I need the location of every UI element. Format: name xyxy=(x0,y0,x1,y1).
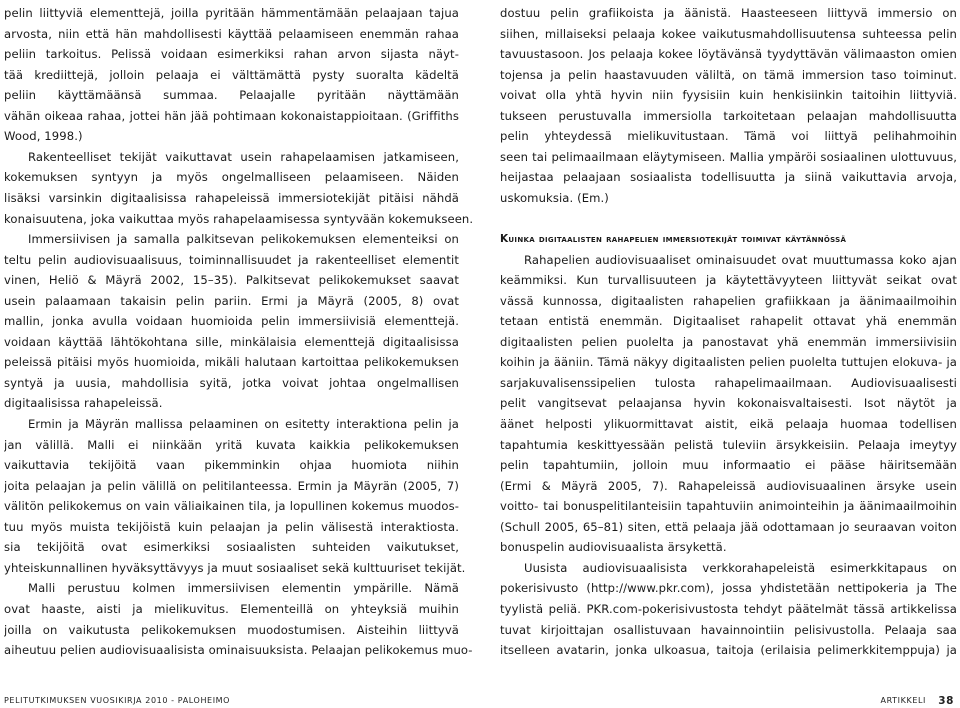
page-footer xyxy=(0,694,960,708)
text-line: äänet helposti ylikuormittavat aistit, eikä pelaaja huomaa todellisen xyxy=(500,417,957,431)
text-line: peleissä pitäisi myös huomioida, mikäli halutaan kartoittaa pelikokemuksen xyxy=(4,355,459,370)
text-line: pelin liittyviä elementtejä, joilla pyritään hämmentämään pelaajaan tajua xyxy=(4,6,459,20)
text-line: Uusista audiovisuaalisista verkkorahapeleistä esimerkkitapaus on xyxy=(524,560,957,575)
text-line: aiheutuu pelien audiovisuaalisista ominaisuuksista. Pelaajan pelikokemus muo- xyxy=(4,643,473,658)
text-line: syntyä ja uusia, mahdollisia syitä, jotka voivat johtaa ongelmallisen xyxy=(4,375,459,390)
text-line: vaikuttavia tekijöitä vaan pikemminkin ohjaa huomiota niihin xyxy=(4,458,459,473)
text-line: digitaalisissa rahapeleissä. xyxy=(4,396,163,411)
text-line: lisäksi varsinkin digitaalisissa rahapeleissä immersiotekijät pitäisi nähdä xyxy=(4,190,459,205)
text-line: keämmiksi. Kun turvallisuuteen ja käytettävyyteen liittyvät seikat ovat xyxy=(500,273,957,288)
text-line: usein palaamaan takaisin pelin pariin. Ermi ja Mäyrä (2005, 8) ovat xyxy=(4,293,459,308)
text-line: dostuu pelin grafiikoista ja äänistä. Haasteeseen liittyvä immersio on xyxy=(500,6,957,20)
text-line: välitön pelikokemus on vain väliaikainen tila, ja lopullinen kokemus muodos- xyxy=(4,499,459,514)
text-line: uskomuksia. (Em.) xyxy=(500,190,609,205)
footer-publication: PELITUTKIMUKSEN VUOSIKIRJA 2010 - PALOHEIMO xyxy=(4,696,231,705)
text-line: tukseen perustuvalla immersiolla tarkoitetaan pelaajan mahdollisuutta xyxy=(500,108,957,123)
text-line: tojensa ja pelin haastavuuden väliltä, on tämä immersion taso toiminut. xyxy=(500,67,957,82)
text-line: Rahapelien audiovisuaaliset ominaisuudet ovat muuttumassa koko ajan xyxy=(524,252,957,267)
text-line: bonuspelin audiovisuaalista ärsykettä. xyxy=(500,540,727,555)
text-line: itselleen avatarin, jonka ulkoasua, taitoja (erilaisia pelimerkkitemppuja) ja xyxy=(500,643,957,658)
text-line: tavuustasoon. Jos pelaaja kokee löytävänsä tyydyttävän välimaaston omien xyxy=(500,47,957,62)
text-line: tää krediittejä, jolloin pelaaja ei välttämättä pysty suoralta kädeltä xyxy=(4,67,459,82)
text-line: koihin ja ääniin. Tämä näkyy digitaalisten pelien puolelta tuttujen elokuva- ja xyxy=(500,355,957,370)
text-line: digitaalisten pelien puolelta ja panostavat yhä enemmän immersiivisiin xyxy=(500,334,957,349)
text-line: (Ermi & Mäyrä 2005, 7). Rahapeleissä audiovisuaalinen ärsyke usein xyxy=(500,478,957,493)
section-heading: Kuinka digitaalisten rahapelien immersiotekijät toimivat käytännössä xyxy=(500,233,847,246)
text-line: (Schull 2005, 65–81) siten, että pelaaja jää odottamaan jo seuraavan voiton xyxy=(500,519,957,534)
text-line: jan välillä. Malli ei niinkään yritä kuvata kaikkia pelikokemuksen xyxy=(4,437,459,452)
text-line: arvosta, niin että hän mahdollisesti käyttää pelaamiseen enemmän rahaa xyxy=(4,26,459,41)
page-number: 38 xyxy=(938,695,954,707)
text-line: joita pelaajan ja pelin välillä on pelitilanteessa. Ermin ja Mäyrän (2005, 7) xyxy=(4,478,459,493)
text-line: voidaan käyttää lähtökohtana sille, minkälaisia elementtejä digitaalisissa xyxy=(4,334,459,349)
text-line: tuu myös muista tekijöistä kuin pelaajan ja pelin välisestä interaktiosta. xyxy=(4,519,459,534)
text-line: Rakenteelliset tekijät vaikuttavat usein rahapelaamisen jatkamiseen, xyxy=(28,149,459,164)
text-line: teltu pelin audiovisuaalisuus, toiminnallisuudet ja rakenteelliset elementit xyxy=(4,252,459,267)
text-line: ovat haaste, aisti ja mielikuvitus. Elementeillä on yhteyksiä muihin xyxy=(4,601,459,616)
text-line: peliin tarkoitus. Pelissä voidaan esimerkiksi rahan arvon sijasta näyt- xyxy=(4,47,459,62)
text-line: vinen, Heliö & Mäyrä 2002, 15–35). Palkitsevat pelikokemukset saavat xyxy=(4,273,459,288)
text-line: sia tekijöitä ovat esimerkiksi sosiaalisten suhteiden vaikutukset, xyxy=(4,540,459,555)
text-line: Malli perustuu kolmen immersiivisen elementin ympärille. Nämä xyxy=(28,581,459,596)
text-line: peliin käyttämäänsä summaa. Pelaajalle pyritään näyttämään xyxy=(4,88,459,103)
text-line: seen tai pelimaailmaan eläytymiseen. Mallia ympäröi sosiaalinen ulottuvuus, xyxy=(500,149,957,164)
text-line: heijastaa pelaajaan sosiaalista todellisuutta ja siinä vaikuttavia arvoja, xyxy=(500,170,957,185)
text-line: yhteiskunnallinen hyväksyttävyys ja muut sosiaaliset sekä kulttuuriset tekijät. xyxy=(4,560,466,575)
footer-section: ARTIKKELI xyxy=(880,696,926,705)
text-line xyxy=(500,212,957,226)
text-line: siihen, millaiseksi pelaaja kokee vaikutusmahdollisuutensa suhteessa pelin xyxy=(500,26,957,41)
text-line: pelin yhteydessä mielikuvitustaan. Tämä voi liittyä pelihahmoihin xyxy=(500,129,957,144)
text-line: Ermin ja Mäyrän mallissa pelaaminen on esitetty interaktiona pelin ja xyxy=(28,417,459,431)
text-line: tyylistä peliä. PKR.com-pokerisivustosta tehdyt päätelmät tässä artikkelissa xyxy=(500,601,957,616)
text-line: mallin, jonka avulla voidaan huomioida pelin immersiivisiä elementtejä. xyxy=(4,314,459,329)
text-line: Wood, 1998.) xyxy=(4,129,83,144)
text-line: tapahtumia keskittyessään pelistä tuleviin ärsykkeisiin. Pelaaja imeytyy xyxy=(500,437,957,452)
text-line: tetaan entistä enemmän. Digitaaliset rahapelit ottavat yhä enemmän xyxy=(500,314,957,329)
text-line: voivat olla yhtä hyvin niin fyysisiin kuin henkisiinkin taitoihin liittyviä. xyxy=(500,88,957,103)
text-line: vässä kunnossa, digitaalisten rahapelien grafiikkaan ja äänimaailmoihin xyxy=(500,293,957,308)
text-line: voitto- tai bonuspelitilanteisiin tapahtuviin animointeihin ja äänimaailmoihin xyxy=(500,499,957,514)
text-line: pelit vangitsevat pelaajansa hyvin kokonaisvaltaisesti. Isot näytöt ja xyxy=(500,396,957,411)
text-line: konaisuutena, joka vaikuttaa myös rahapelaamisessa syntyvään kokemukseen. xyxy=(4,211,474,226)
text-line: pelin tapahtumiin, jolloin muu informaatio ei pääse häiritsemään xyxy=(500,458,957,473)
text-line: kokemuksen syntyyn ja myös ongelmalliseen pelaamiseen. Näiden xyxy=(4,170,459,185)
text-line: Immersiivisen ja samalla palkitsevan pelikokemuksen elementeiksi on xyxy=(28,232,459,247)
text-line: tuvat kirjoittajan osallistuvaan havainnointiin pelisivustolla. Pelaaja saa xyxy=(500,622,957,637)
text-line: vähän oikeaa rahaa, jottei hän jää pohtimaan kokonaistappioitaan. (Griffiths xyxy=(4,108,459,123)
text-line: sarjakuvalisenssipelien tulosta rahapelimaailmaan. Audiovisuaalisesti xyxy=(500,375,957,390)
text-line: pokerisivusto (http://www.pkr.com), jossa yhdistetään nettipokeria ja The xyxy=(500,581,957,596)
text-line: joilla on vaikutusta pelikokemuksen muodostumisen. Aisteihin liittyvä xyxy=(4,622,459,637)
